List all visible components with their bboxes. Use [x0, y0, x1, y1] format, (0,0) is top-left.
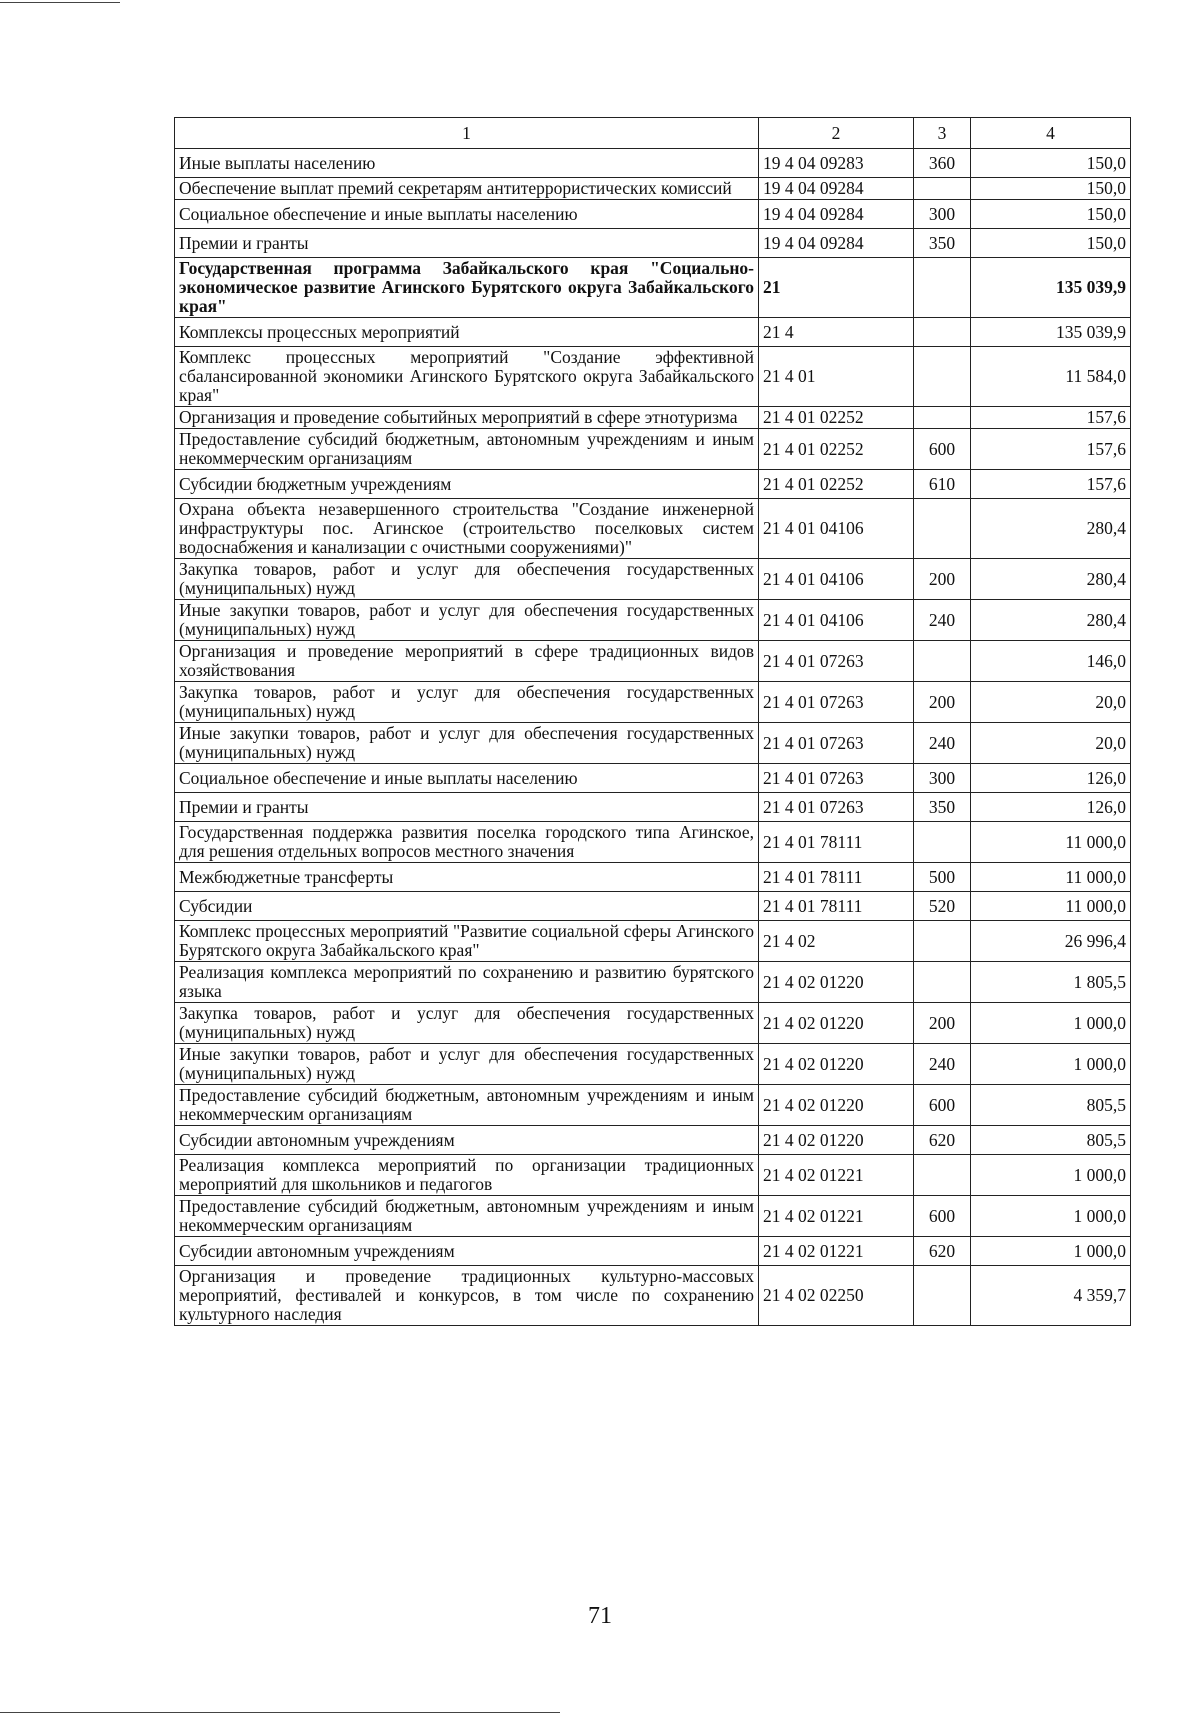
- row-sum-cell: 1 000,0: [971, 1155, 1131, 1196]
- row-code-cell: 21 4 02 01220: [759, 1126, 914, 1155]
- row-type-cell: 350: [914, 793, 971, 822]
- row-name-cell: Межбюджетные трансферты: [175, 863, 759, 892]
- row-code-cell: 21 4 02 01220: [759, 1085, 914, 1126]
- table-row: [175, 470, 1131, 499]
- row-name-cell: Закупка товаров, работ и услуг для обеспечения государственных (муниципальных) нужд: [175, 1003, 759, 1044]
- row-sum-cell: 150,0: [971, 229, 1131, 258]
- row-sum-cell: 157,6: [971, 429, 1131, 470]
- row-name-cell: Реализация комплекса мероприятий по организации традиционных мероприятий для школьников и педагогов: [175, 1155, 759, 1196]
- row-type-cell: 520: [914, 892, 971, 921]
- row-code-cell: 21 4 02 01221: [759, 1237, 914, 1266]
- row-type-cell: [914, 178, 971, 200]
- row-sum-cell: 280,4: [971, 559, 1131, 600]
- row-sum-cell: 157,6: [971, 407, 1131, 429]
- row-code-cell: 21 4 02 01220: [759, 962, 914, 1003]
- row-type-cell: [914, 1155, 971, 1196]
- row-sum-cell: 805,5: [971, 1085, 1131, 1126]
- row-type-cell: [914, 822, 971, 863]
- scan-edge-bottom: [0, 1712, 560, 1713]
- row-sum-cell: 126,0: [971, 793, 1131, 822]
- row-code-cell: 21 4 01 78111: [759, 863, 914, 892]
- row-sum-cell: 1 000,0: [971, 1044, 1131, 1085]
- row-code-cell: 21 4 01 04106: [759, 499, 914, 559]
- row-code-cell: 21 4 02 01220: [759, 1044, 914, 1085]
- row-sum-cell: 20,0: [971, 723, 1131, 764]
- row-code-cell: 21 4 01: [759, 347, 914, 407]
- row-code-cell: 21 4 01 02252: [759, 470, 914, 499]
- row-code-cell: 21 4 01 04106: [759, 559, 914, 600]
- row-name-cell: Организация и проведение традиционных культурно-массовых мероприятий, фестивалей и конкурсов, в том числе по сохранению культурного наследия: [175, 1266, 759, 1326]
- row-name-cell: Реализация комплекса мероприятий по сохранению и развитию бурятского языка: [175, 962, 759, 1003]
- table-row: [175, 793, 1131, 822]
- table-row: [175, 764, 1131, 793]
- row-code-cell: 21 4 01 07263: [759, 682, 914, 723]
- row-name-cell: Предоставление субсидий бюджетным, автономным учреждениям и иным некоммерческим организациям: [175, 429, 759, 470]
- row-name-cell: Иные закупки товаров, работ и услуг для обеспечения государственных (муниципальных) нужд: [175, 1044, 759, 1085]
- table-row: [175, 229, 1131, 258]
- column-header-sum: 4: [971, 118, 1131, 149]
- column-header-code: 2: [759, 118, 914, 149]
- row-name-cell: Организация и проведение событийных мероприятий в сфере этнотуризма: [175, 407, 759, 429]
- row-sum-cell: 11 000,0: [971, 892, 1131, 921]
- table-row: [175, 318, 1131, 347]
- table-row: [175, 1266, 1131, 1326]
- row-sum-cell: 4 359,7: [971, 1266, 1131, 1326]
- row-name-cell: Субсидии автономным учреждениям: [175, 1126, 759, 1155]
- table-header-row: [175, 118, 1131, 149]
- row-type-cell: 610: [914, 470, 971, 499]
- row-type-cell: 240: [914, 723, 971, 764]
- row-code-cell: 21 4 01 07263: [759, 641, 914, 682]
- row-type-cell: [914, 962, 971, 1003]
- row-code-cell: 21 4 02: [759, 921, 914, 962]
- row-sum-cell: 135 039,9: [971, 318, 1131, 347]
- row-type-cell: [914, 258, 971, 318]
- row-code-cell: 21 4 01 02252: [759, 407, 914, 429]
- table-row: [175, 1044, 1131, 1085]
- row-name-cell: Социальное обеспечение и иные выплаты населению: [175, 764, 759, 793]
- row-type-cell: [914, 407, 971, 429]
- row-type-cell: [914, 1266, 971, 1326]
- table-row: [175, 822, 1131, 863]
- row-name-cell: Иные закупки товаров, работ и услуг для обеспечения государственных (муниципальных) нужд: [175, 723, 759, 764]
- scan-edge-top: [0, 2, 120, 3]
- table-row: [175, 682, 1131, 723]
- column-header-type: 3: [914, 118, 971, 149]
- table-row: [175, 600, 1131, 641]
- row-code-cell: 21 4 02 01221: [759, 1155, 914, 1196]
- column-header-name: 1: [175, 118, 759, 149]
- table-row: [175, 1003, 1131, 1044]
- row-sum-cell: 1 000,0: [971, 1237, 1131, 1266]
- table-row: [175, 499, 1131, 559]
- row-type-cell: [914, 318, 971, 347]
- row-name-cell: Закупка товаров, работ и услуг для обеспечения государственных (муниципальных) нужд: [175, 559, 759, 600]
- row-type-cell: 300: [914, 200, 971, 229]
- row-type-cell: 240: [914, 1044, 971, 1085]
- table-row: [175, 1155, 1131, 1196]
- row-sum-cell: 280,4: [971, 600, 1131, 641]
- table-row: [175, 149, 1131, 178]
- row-sum-cell: 11 584,0: [971, 347, 1131, 407]
- row-name-cell: Иные выплаты населению: [175, 149, 759, 178]
- row-name-cell: Обеспечение выплат премий секретарям антитеррористических комиссий: [175, 178, 759, 200]
- row-type-cell: 500: [914, 863, 971, 892]
- row-type-cell: 360: [914, 149, 971, 178]
- row-name-cell: Охрана объекта незавершенного строительства "Создание инженерной инфраструктуры пос. Агинское (строительство поселковых систем водоснабжения и канализации с очистными сооружениями)": [175, 499, 759, 559]
- row-type-cell: 600: [914, 1085, 971, 1126]
- row-code-cell: 21 4 02 02250: [759, 1266, 914, 1326]
- row-code-cell: 21 4 01 78111: [759, 822, 914, 863]
- row-name-cell: Премии и гранты: [175, 793, 759, 822]
- table-row: [175, 1196, 1131, 1237]
- page-number: 71: [588, 1603, 612, 1629]
- row-code-cell: 21 4 01 07263: [759, 723, 914, 764]
- table-row: [175, 641, 1131, 682]
- table-row: [175, 921, 1131, 962]
- row-name-cell: Закупка товаров, работ и услуг для обеспечения государственных (муниципальных) нужд: [175, 682, 759, 723]
- row-code-cell: 21 4 02 01221: [759, 1196, 914, 1237]
- table-row: [175, 347, 1131, 407]
- row-name-cell: Комплекс процессных мероприятий "Создание эффективной сбалансированной экономики Агинского Бурятского округа Забайкальского края": [175, 347, 759, 407]
- table-row: [175, 723, 1131, 764]
- row-code-cell: 21 4 01 04106: [759, 600, 914, 641]
- row-name-cell: Премии и гранты: [175, 229, 759, 258]
- table-row: [175, 200, 1131, 229]
- row-name-cell: Предоставление субсидий бюджетным, автономным учреждениям и иным некоммерческим организациям: [175, 1085, 759, 1126]
- row-type-cell: [914, 641, 971, 682]
- row-type-cell: 620: [914, 1126, 971, 1155]
- row-type-cell: 350: [914, 229, 971, 258]
- row-type-cell: 200: [914, 1003, 971, 1044]
- table-row: [175, 559, 1131, 600]
- row-name-cell: Предоставление субсидий бюджетным, автономным учреждениям и иным некоммерческим организациям: [175, 1196, 759, 1237]
- row-name-cell: Организация и проведение мероприятий в сфере традиционных видов хозяйствования: [175, 641, 759, 682]
- row-code-cell: 19 4 04 09283: [759, 149, 914, 178]
- row-sum-cell: 11 000,0: [971, 822, 1131, 863]
- row-name-cell: Комплексы процессных мероприятий: [175, 318, 759, 347]
- row-type-cell: [914, 921, 971, 962]
- row-sum-cell: 1 805,5: [971, 962, 1131, 1003]
- row-name-cell: Субсидии бюджетным учреждениям: [175, 470, 759, 499]
- table-body: [175, 149, 1131, 1326]
- table-row: [175, 407, 1131, 429]
- row-code-cell: 19 4 04 09284: [759, 229, 914, 258]
- row-sum-cell: 1 000,0: [971, 1003, 1131, 1044]
- row-name-cell: Комплекс процессных мероприятий "Развитие социальной сферы Агинского Бурятского округа Забайкальского края": [175, 921, 759, 962]
- row-type-cell: [914, 499, 971, 559]
- row-name-cell: Субсидии: [175, 892, 759, 921]
- row-type-cell: 240: [914, 600, 971, 641]
- table-row: [175, 1237, 1131, 1266]
- row-type-cell: 200: [914, 559, 971, 600]
- row-type-cell: 600: [914, 1196, 971, 1237]
- row-name-cell: Иные закупки товаров, работ и услуг для обеспечения государственных (муниципальных) нужд: [175, 600, 759, 641]
- row-sum-cell: 805,5: [971, 1126, 1131, 1155]
- row-name-cell: Субсидии автономным учреждениям: [175, 1237, 759, 1266]
- row-name-cell: Государственная поддержка развития поселка городского типа Агинское, для решения отдельных вопросов местного значения: [175, 822, 759, 863]
- row-type-cell: 300: [914, 764, 971, 793]
- row-code-cell: 21 4 01 07263: [759, 764, 914, 793]
- row-type-cell: 620: [914, 1237, 971, 1266]
- table-row: [175, 258, 1131, 318]
- row-sum-cell: 1 000,0: [971, 1196, 1131, 1237]
- row-code-cell: 21 4 01 07263: [759, 793, 914, 822]
- row-type-cell: [914, 347, 971, 407]
- table-row: [175, 1085, 1131, 1126]
- row-sum-cell: 150,0: [971, 178, 1131, 200]
- table-row: [175, 892, 1131, 921]
- row-code-cell: 21 4 01 78111: [759, 892, 914, 921]
- budget-table: [174, 117, 1131, 1326]
- table-row: [175, 178, 1131, 200]
- row-code-cell: 21 4 01 02252: [759, 429, 914, 470]
- row-sum-cell: 26 996,4: [971, 921, 1131, 962]
- row-type-cell: 200: [914, 682, 971, 723]
- row-name-cell: Социальное обеспечение и иные выплаты населению: [175, 200, 759, 229]
- table-row: [175, 962, 1131, 1003]
- row-code-cell: 19 4 04 09284: [759, 200, 914, 229]
- row-sum-cell: 11 000,0: [971, 863, 1131, 892]
- table-row: [175, 863, 1131, 892]
- row-sum-cell: 280,4: [971, 499, 1131, 559]
- row-code-cell: 19 4 04 09284: [759, 178, 914, 200]
- row-sum-cell: 150,0: [971, 200, 1131, 229]
- row-type-cell: 600: [914, 429, 971, 470]
- row-name-cell: Государственная программа Забайкальского края "Социально-экономическое развитие Агинского Бурятского округа Забайкальского края": [175, 258, 759, 318]
- row-code-cell: 21: [759, 258, 914, 318]
- row-sum-cell: 20,0: [971, 682, 1131, 723]
- row-sum-cell: 150,0: [971, 149, 1131, 178]
- table-row: [175, 1126, 1131, 1155]
- row-code-cell: 21 4: [759, 318, 914, 347]
- row-sum-cell: 126,0: [971, 764, 1131, 793]
- row-code-cell: 21 4 02 01220: [759, 1003, 914, 1044]
- row-sum-cell: 157,6: [971, 470, 1131, 499]
- row-sum-cell: 146,0: [971, 641, 1131, 682]
- row-sum-cell: 135 039,9: [971, 258, 1131, 318]
- table-row: [175, 429, 1131, 470]
